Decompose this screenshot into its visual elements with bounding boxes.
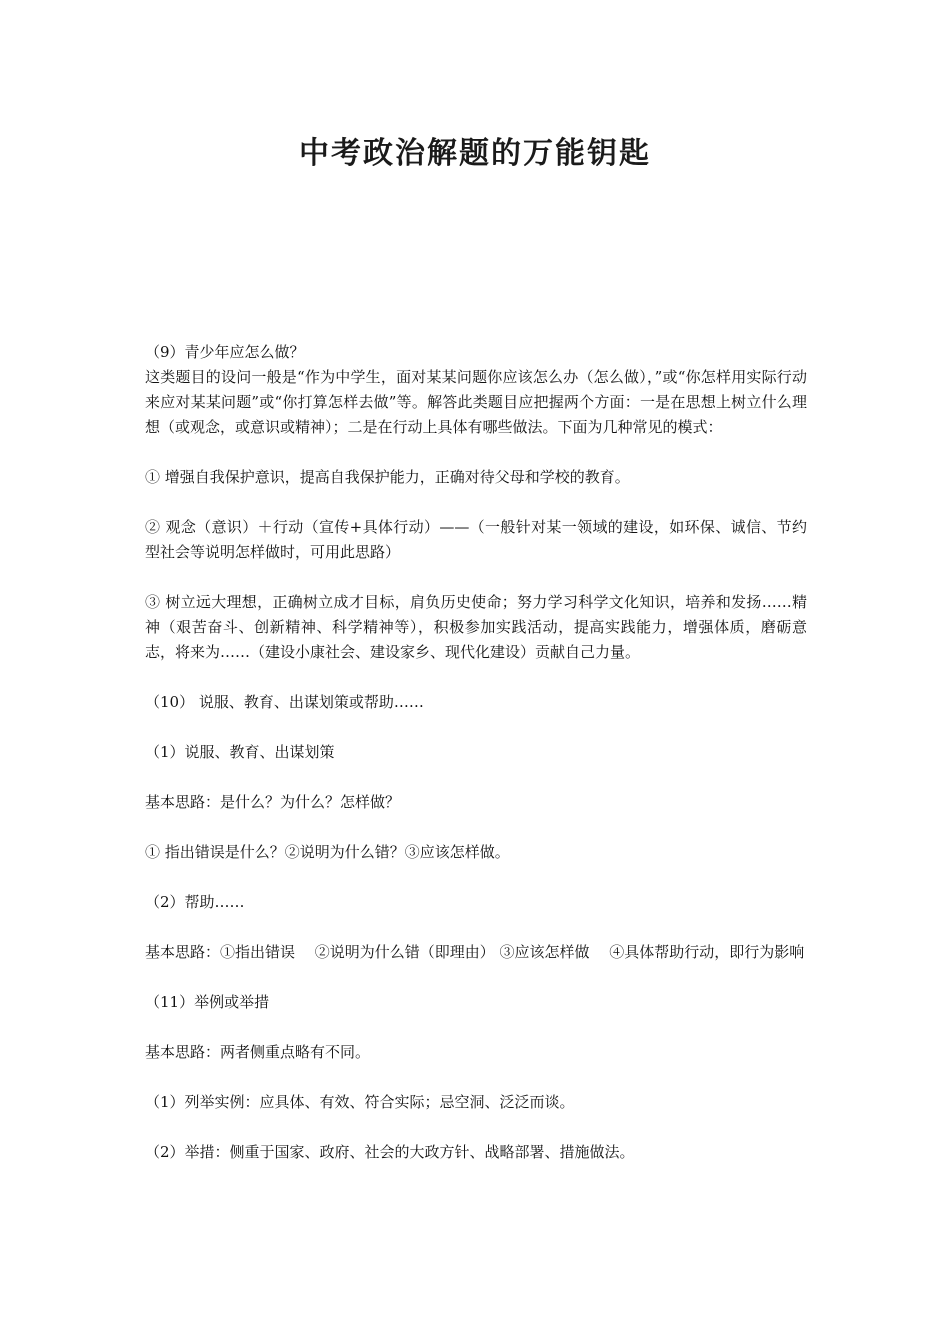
paragraph-gap: [145, 765, 807, 790]
paragraph-sub-1: （1）说服、教育、出谋划策: [145, 743, 335, 761]
paragraph-mode-3: ③ 树立远大理想，正确树立成才目标，肩负历史使命；努力学习科学文化知识，培养和发扬……精神（艰苦奋斗、创新精神、科学精神等），积极参加实践活动，提高实践能力，增强体质，磨砺意志，将来为……（建设小康社会、建设家乡、现代化建设）贡献自己力量。: [145, 593, 807, 661]
paragraph-measures: （2）举措：侧重于国家、政府、社会的大政方针、战略部署、措施做法。: [145, 1143, 635, 1161]
paragraph-gap: [145, 915, 807, 940]
paragraph-mode-1: ① 增强自我保护意识，提高自我保护能力，正确对待父母和学校的教育。: [145, 468, 630, 486]
paragraph-gap: [145, 440, 807, 465]
document-body: [145, 340, 807, 1165]
paragraph-steps-1: ① 指出错误是什么？②说明为什么错？③应该怎样做。: [145, 843, 510, 861]
document-title: 中考政治解题的万能钥匙: [299, 136, 651, 171]
paragraph-gap: [145, 490, 807, 515]
paragraph-gap: [145, 965, 807, 990]
paragraph-gap: [145, 565, 807, 590]
paragraph-gap: [145, 1115, 807, 1140]
paragraph-heading-10: （10） 说服、教育、出谋划策或帮助……: [145, 693, 424, 711]
paragraph-approach-3: 基本思路：两者侧重点略有不同。: [145, 1043, 371, 1061]
paragraph-gap: [145, 865, 807, 890]
paragraph-intro: 这类题目的设问一般是“作为中学生，面对某某问题你应该怎么办（怎么做），”或“你怎样用实际行动来应对某某问题”或“你打算怎样去做”等。解答此类题目应把握两个方面：一是在思想上树立什么理想（或观念，或意识或精神）；二是在行动上具体有哪些做法。下面为几种常见的模式：: [145, 368, 807, 436]
paragraph-gap: [145, 1015, 807, 1040]
paragraph-sub-2: （2）帮助……: [145, 893, 245, 911]
paragraph-heading-9: （9）青少年应怎么做？: [145, 343, 305, 361]
paragraph-gap: [145, 1065, 807, 1090]
paragraph-heading-11: （11）举例或举措: [145, 993, 270, 1011]
paragraph-gap: [145, 665, 807, 690]
paragraph-approach-2: 基本思路：①指出错误 ②说明为什么错（即理由） ③应该怎样做 ④具体帮助行动，即行为影响: [145, 943, 805, 961]
paragraph-mode-2: ② 观念（意识）＋行动（宣传+具体行动）——（一般针对某一领域的建设，如环保、诚信、节约型社会等说明怎样做时，可用此思路）: [145, 518, 807, 561]
paragraph-approach-1: 基本思路：是什么？为什么？怎样做？: [145, 793, 401, 811]
paragraph-examples: （1）列举实例：应具体、有效、符合实际；忌空洞、泛泛而谈。: [145, 1093, 575, 1111]
paragraph-gap: [145, 815, 807, 840]
paragraph-gap: [145, 715, 807, 740]
